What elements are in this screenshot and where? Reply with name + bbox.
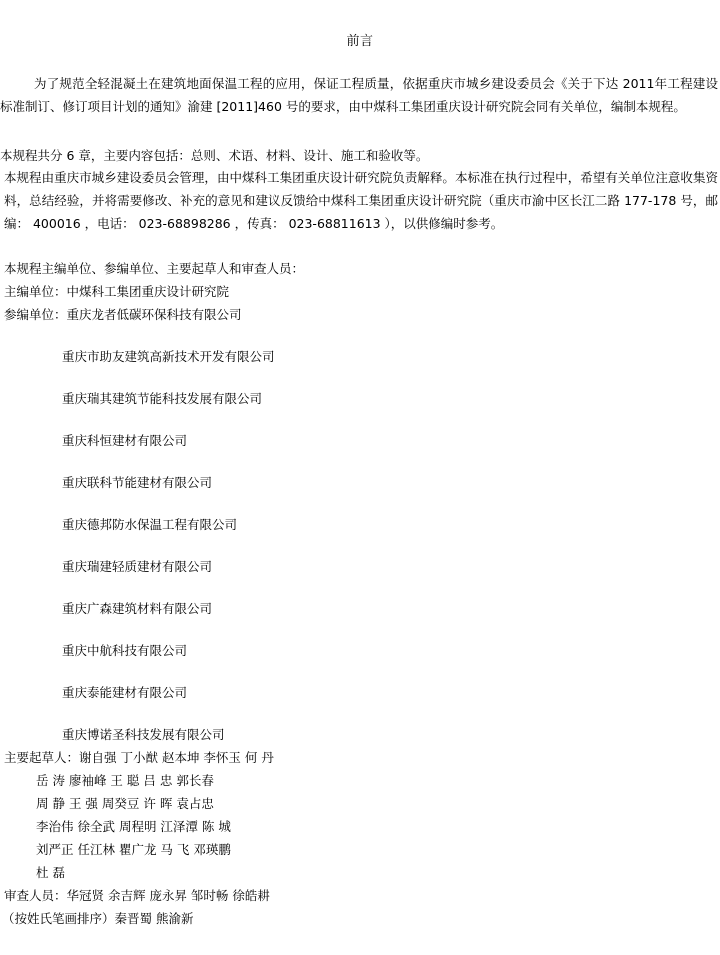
participating-unit: 重庆科恒建材有限公司 — [62, 433, 188, 448]
drafters-line: 岳 涛 廖袖峰 王 聪 吕 忠 郭长春 — [36, 773, 214, 788]
drafters-line: 刘严正 任江林 瞿广龙 马 飞 邓瑛鹏 — [36, 842, 231, 857]
reviewers-line: 审查人员：华冠贤 余吉辉 庞永昇 邹时畅 徐皓耕 — [4, 888, 270, 903]
management-paragraph: 本规程由重庆市城乡建设委员会管理，由中煤科工集团重庆设计研究院负责解释。本标准在执行过程中，希望有关单位注意收集资料，总结经验，并将需要修改、补充的意见和建议反馈给中煤科工集团重庆设计研究院（重庆市渝中区长江二路 177-178 号，邮编： 400016 ，电话： 023-68898286 ，传真： 023-68811613 ），以供修编时参考。 — [4, 170, 718, 231]
drafters-line: 李治伟 徐全武 周程明 江泽潭 陈 城 — [36, 819, 231, 834]
participating-unit: 重庆联科节能建材有限公司 — [62, 475, 213, 490]
chapters-paragraph: 本规程共分 6 章，主要内容包括：总则、术语、材料、设计、施工和验收等。 — [0, 148, 429, 163]
participating-unit: 重庆市助友建筑高新技术开发有限公司 — [62, 349, 275, 364]
participating-unit: 重庆泰能建材有限公司 — [62, 685, 188, 700]
reviewers-note-line: （按姓氏笔画排序）秦晋蜀 熊渝新 — [2, 911, 194, 926]
drafters-first-line: 主要起草人：谢自强 丁小猷 赵本坤 李怀玉 何 丹 — [4, 750, 274, 765]
participating-unit: 重庆广森建筑材料有限公司 — [62, 601, 213, 616]
chief-unit: 主编单位：中煤科工集团重庆设计研究院 — [4, 284, 230, 299]
participating-unit: 重庆瑞建轻质建材有限公司 — [62, 559, 213, 574]
participating-unit: 重庆瑞其建筑节能科技发展有限公司 — [62, 391, 263, 406]
drafters-line: 杜 磊 — [36, 865, 65, 880]
units-heading: 本规程主编单位、参编单位、主要起草人和审查人员： — [4, 261, 305, 276]
drafters-line: 周 静 王 强 周癸豆 许 晖 袁占忠 — [36, 796, 214, 811]
participating-unit: 重庆德邦防水保温工程有限公司 — [62, 517, 238, 532]
page-title: 前言 — [346, 34, 374, 49]
participating-unit-first: 参编单位：重庆龙者低碳环保科技有限公司 — [4, 307, 242, 322]
participating-unit: 重庆中航科技有限公司 — [62, 643, 188, 658]
intro-paragraph: 为了规范全轻混凝土在建筑地面保温工程的应用，保证工程质量，依据重庆市城乡建设委员会《关于下达 2011年工程建设标准制订、修订项目计划的通知》渝建 [2011]460 号的要求，由中煤科工集团重庆设计研究院会同有关单位，编制本规程。 — [0, 76, 718, 114]
participating-unit: 重庆博诺圣科技发展有限公司 — [62, 727, 225, 742]
